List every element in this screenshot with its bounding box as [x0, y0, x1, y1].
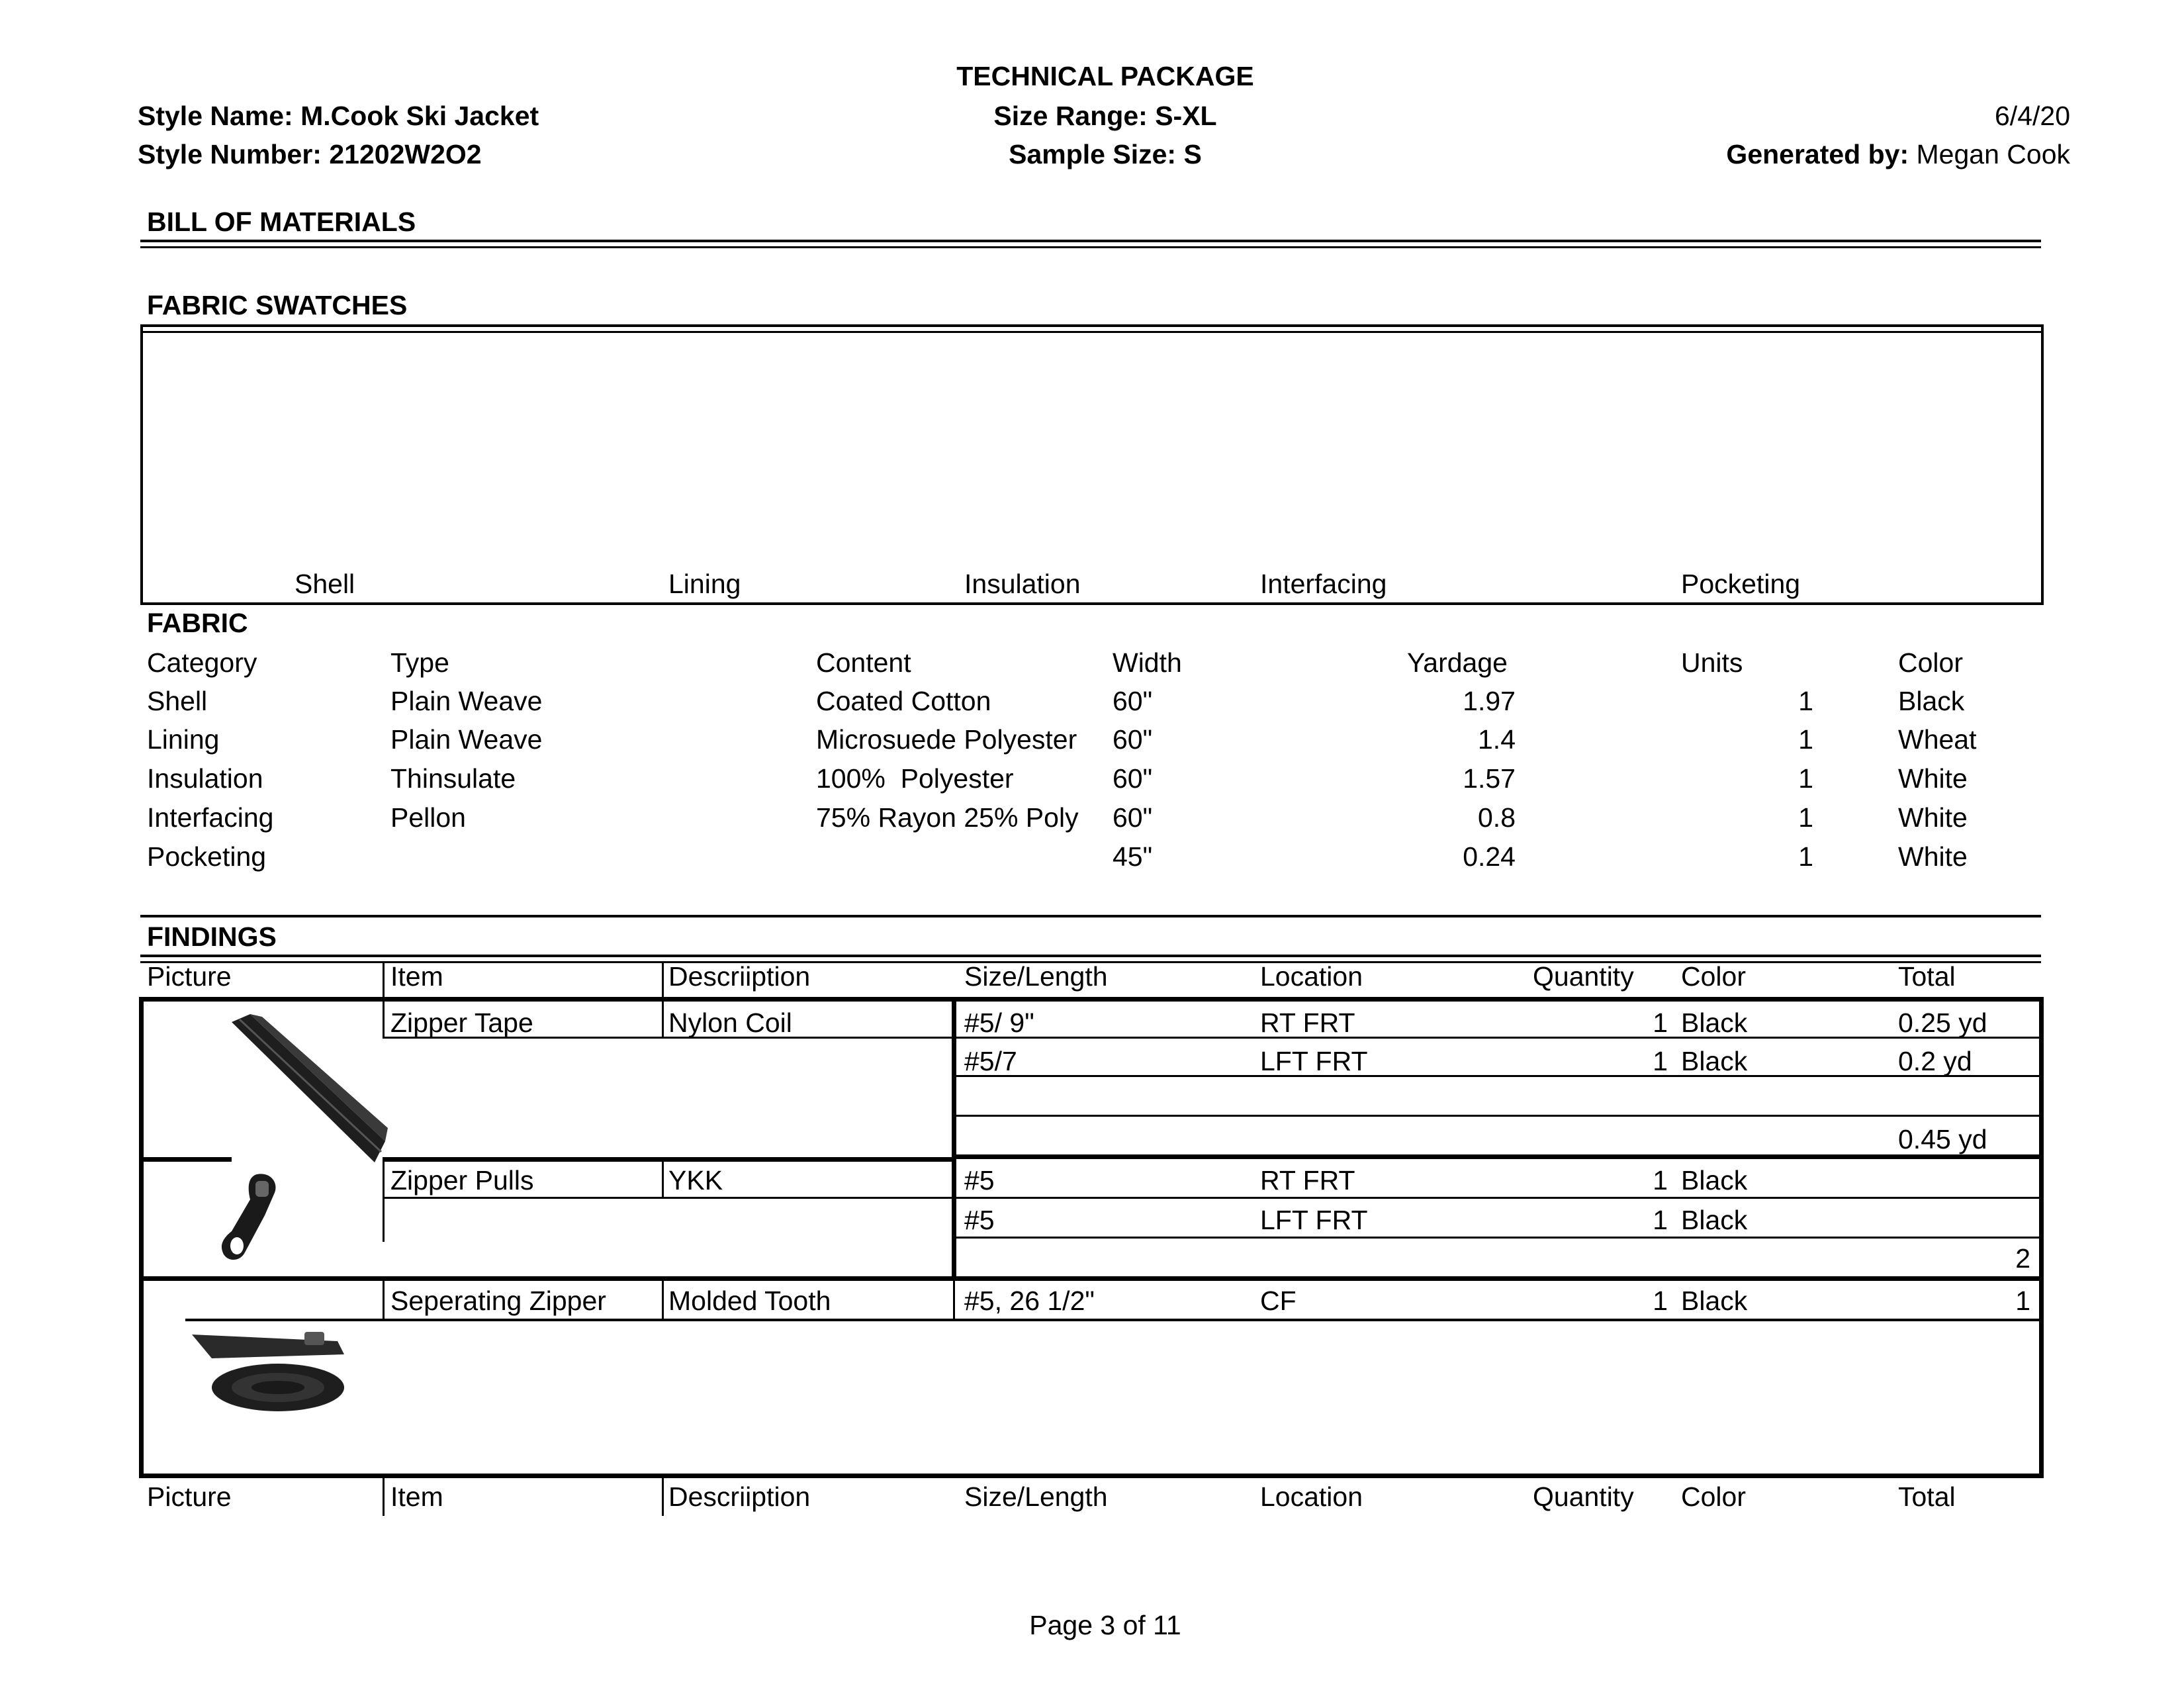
divider [952, 1075, 2041, 1077]
divider [662, 961, 664, 997]
finding-quantity: 1 [1653, 1008, 1668, 1038]
zipper-tape-image [222, 1009, 394, 1168]
fabric-units: 1 [1798, 763, 1813, 794]
fabric-col-yardage: Yardage [1407, 647, 1508, 678]
swatch-label-lining: Lining [668, 569, 741, 599]
finding-item: Zipper Tape [390, 1008, 533, 1038]
fabric-type: Pellon [390, 802, 466, 833]
finding-size: #5 [964, 1165, 995, 1196]
doc-title: TECHNICAL PACKAGE [956, 61, 1254, 91]
finding-total: 0.25 yd [1898, 1008, 1987, 1038]
fabric-content: 75% Rayon 25% Poly [816, 802, 1079, 833]
fabric-col-category: Category [147, 647, 257, 678]
fabric-color: Black [1898, 686, 1965, 716]
finding-description: Molded Tooth [668, 1286, 831, 1316]
divider [662, 1477, 664, 1516]
divider [662, 1279, 664, 1320]
separating-zipper-image [185, 1321, 357, 1421]
swatch-panel [140, 324, 2044, 605]
fabric-content: Coated Cotton [816, 686, 991, 716]
fabric-width: 60" [1113, 724, 1153, 755]
divider [139, 997, 2044, 1002]
fabric-title: FABRIC [147, 608, 248, 638]
divider [383, 961, 385, 997]
generated-by: Generated by: Megan Cook [1726, 139, 2070, 169]
size-range: Size Range: S-XL [993, 101, 1217, 131]
findings-col-location: Location [1260, 1481, 1363, 1512]
divider [952, 1237, 2041, 1239]
fabric-col-width: Width [1113, 647, 1182, 678]
findings-col-description: Descriiption [668, 961, 811, 992]
style-name: Style Name: M.Cook Ski Jacket [138, 101, 539, 131]
divider [139, 1276, 2044, 1281]
fabric-type: Thinsulate [390, 763, 516, 794]
divider [140, 915, 2041, 917]
findings-title: FINDINGS [147, 921, 277, 952]
bom-title: BILL OF MATERIALS [147, 207, 416, 237]
finding-quantity: 1 [1653, 1046, 1668, 1076]
fabric-width: 45" [1113, 841, 1153, 872]
findings-col-item: Item [390, 961, 443, 992]
divider [140, 246, 2041, 248]
fabric-yardage: 0.8 [1478, 802, 1516, 833]
finding-location: RT FRT [1260, 1165, 1355, 1196]
fabric-col-type: Type [390, 647, 449, 678]
divider [139, 1474, 2044, 1478]
fabric-yardage: 1.57 [1463, 763, 1516, 794]
findings-col-total: Total [1898, 1481, 1956, 1512]
swatch-label-insulation: Insulation [964, 569, 1081, 599]
fabric-width: 60" [1113, 802, 1153, 833]
divider [952, 1115, 2041, 1117]
fabric-category: Insulation [147, 763, 263, 794]
fabric-yardage: 1.4 [1478, 724, 1516, 755]
divider [139, 1157, 232, 1162]
finding-color: Black [1681, 1205, 1748, 1235]
findings-col-color: Color [1681, 961, 1746, 992]
divider [140, 955, 2041, 957]
fabric-type: Plain Weave [390, 686, 543, 716]
fabric-color: Wheat [1898, 724, 1977, 755]
finding-size: #5 [964, 1205, 995, 1235]
style-number: Style Number: 21202W2O2 [138, 139, 482, 169]
fabric-yardage: 1.97 [1463, 686, 1516, 716]
finding-sum: 2 [2015, 1243, 2030, 1274]
findings-col-quantity: Quantity [1533, 1481, 1634, 1512]
finding-item: Seperating Zipper [390, 1286, 606, 1316]
fabric-color: White [1898, 802, 1968, 833]
finding-size: #5, 26 1/2" [964, 1286, 1095, 1316]
findings-col-location: Location [1260, 961, 1363, 992]
finding-total: 1 [2015, 1286, 2030, 1316]
findings-col-picture: Picture [147, 961, 232, 992]
findings-col-size: Size/Length [964, 961, 1108, 992]
fabric-units: 1 [1798, 802, 1813, 833]
finding-color: Black [1681, 1286, 1748, 1316]
divider [383, 1157, 952, 1162]
fabric-units: 1 [1798, 686, 1813, 716]
fabric-yardage: 0.24 [1463, 841, 1516, 872]
fabric-type: Plain Weave [390, 724, 543, 755]
divider [953, 1279, 955, 1320]
fabric-color: White [1898, 841, 1968, 872]
finding-quantity: 1 [1653, 1205, 1668, 1235]
sample-size: Sample Size: S [1009, 139, 1202, 169]
fabric-col-color: Color [1898, 647, 1963, 678]
divider [952, 1037, 2041, 1039]
fabric-content: Microsuede Polyester [816, 724, 1077, 755]
finding-color: Black [1681, 1008, 1748, 1038]
fabric-category: Shell [147, 686, 208, 716]
divider [383, 1197, 952, 1199]
fabric-units: 1 [1798, 724, 1813, 755]
divider [952, 1197, 2041, 1199]
findings-col-size: Size/Length [964, 1481, 1108, 1512]
finding-color: Black [1681, 1165, 1748, 1196]
finding-description: YKK [668, 1165, 723, 1196]
divider [185, 1319, 2044, 1321]
finding-size: #5/7 [964, 1046, 1017, 1076]
fabric-width: 60" [1113, 686, 1153, 716]
finding-item: Zipper Pulls [390, 1165, 534, 1196]
divider [662, 997, 664, 1038]
divider [662, 1157, 664, 1198]
zipper-pull-image [218, 1168, 285, 1267]
finding-size: #5/ 9" [964, 1008, 1034, 1038]
divider [139, 997, 144, 1477]
fabric-width: 60" [1113, 763, 1153, 794]
fabric-units: 1 [1798, 841, 1813, 872]
finding-color: Black [1681, 1046, 1748, 1076]
findings-col-color: Color [1681, 1481, 1746, 1512]
swatch-label-shell: Shell [295, 569, 355, 599]
fabric-col-units: Units [1681, 647, 1743, 678]
page-number: Page 3 of 11 [1029, 1610, 1181, 1640]
findings-col-picture: Picture [147, 1481, 232, 1512]
finding-location: CF [1260, 1286, 1297, 1316]
fabric-col-content: Content [816, 647, 911, 678]
swatch-label-interfacing: Interfacing [1260, 569, 1387, 599]
finding-quantity: 1 [1653, 1286, 1668, 1316]
divider [383, 1279, 385, 1320]
finding-description: Nylon Coil [668, 1008, 792, 1038]
findings-col-description: Descriiption [668, 1481, 811, 1512]
doc-date: 6/4/20 [1995, 101, 2070, 131]
fabric-category: Interfacing [147, 802, 274, 833]
finding-total: 0.2 yd [1898, 1046, 1972, 1076]
findings-col-item: Item [390, 1481, 443, 1512]
divider [140, 331, 2044, 333]
fabric-color: White [1898, 763, 1968, 794]
divider [952, 1154, 2041, 1159]
divider [140, 240, 2041, 242]
findings-col-total: Total [1898, 961, 1956, 992]
swatch-label-pocketing: Pocketing [1681, 569, 1801, 599]
divider [383, 1157, 385, 1242]
finding-location: LFT FRT [1260, 1046, 1368, 1076]
finding-location: LFT FRT [1260, 1205, 1368, 1235]
finding-location: RT FRT [1260, 1008, 1355, 1038]
fabric-category: Pocketing [147, 841, 267, 872]
finding-quantity: 1 [1653, 1165, 1668, 1196]
divider [383, 1477, 385, 1516]
finding-sum: 0.45 yd [1898, 1124, 1987, 1154]
findings-col-quantity: Quantity [1533, 961, 1634, 992]
fabric-category: Lining [147, 724, 220, 755]
swatches-title: FABRIC SWATCHES [147, 290, 408, 320]
fabric-content: 100% Polyester [816, 763, 1014, 794]
